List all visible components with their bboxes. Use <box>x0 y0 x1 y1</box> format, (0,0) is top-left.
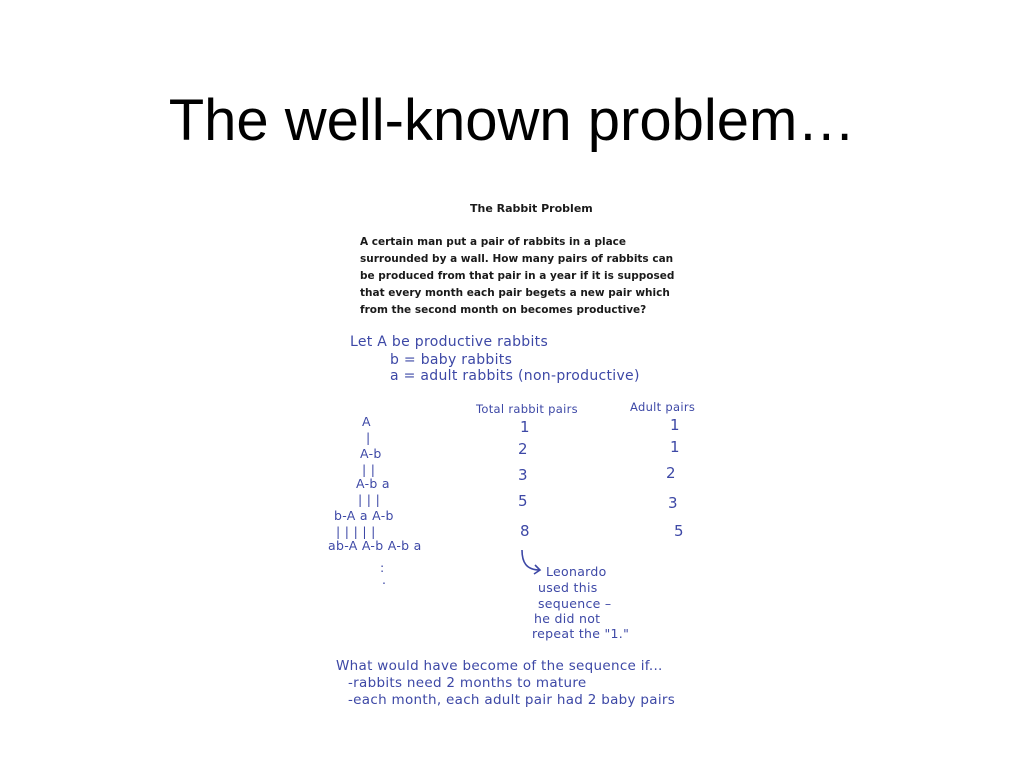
definition-line: Let A be productive rabbits <box>350 334 549 350</box>
note-line: sequence – <box>538 596 612 611</box>
total-pairs-value: 5 <box>518 492 528 510</box>
note-line: Leonardo <box>546 564 607 579</box>
problem-line: A certain man put a pair of rabbits in a place <box>360 236 627 248</box>
tree-row: ab-A A-b A-b a <box>328 538 422 553</box>
column-header-total-pairs: Total rabbit pairs <box>476 402 578 416</box>
adult-pairs-value: 2 <box>666 464 676 482</box>
adult-pairs-value: 1 <box>670 438 680 456</box>
tree-row: A-b <box>360 446 382 461</box>
adult-pairs-value: 5 <box>674 522 684 540</box>
handout-heading: The Rabbit Problem <box>470 202 593 215</box>
tree-row: A-b a <box>356 476 390 491</box>
tree-row: : <box>380 560 385 575</box>
note-line: used this <box>538 580 598 595</box>
question-line: -each month, each adult pair had 2 baby pairs <box>348 692 676 708</box>
problem-line: surrounded by a wall. How many pairs of rabbits can <box>360 253 674 265</box>
note-line: he did not <box>534 611 601 626</box>
problem-line: that every month each pair begets a new pair which <box>360 287 670 299</box>
tree-row: b-A a A-b <box>334 508 394 523</box>
question-line: What would have become of the sequence if... <box>336 658 663 674</box>
slide-title: The well-known problem… <box>168 88 856 153</box>
column-header-adult-pairs: Adult pairs <box>630 400 696 414</box>
tree-row: | | <box>362 462 376 477</box>
curved-arrow-icon <box>518 548 544 578</box>
adult-pairs-value: 3 <box>668 494 678 512</box>
total-pairs-value: 8 <box>520 522 530 540</box>
scanned-handout <box>322 192 782 708</box>
total-pairs-value: 1 <box>520 418 530 436</box>
tree-row: | | | <box>358 492 381 507</box>
total-pairs-value: 3 <box>518 466 528 484</box>
adult-pairs-value: 1 <box>670 416 680 434</box>
tree-row: | <box>366 430 371 445</box>
problem-line: from the second month on becomes productive? <box>360 304 647 316</box>
problem-line: be produced from that pair in a year if it is supposed <box>360 270 675 282</box>
tree-row: A <box>362 414 371 429</box>
note-line: repeat the "1." <box>532 626 630 641</box>
definition-line: b = baby rabbits <box>390 352 513 368</box>
tree-row: . <box>382 572 387 587</box>
tree-row: | | | | | <box>336 524 376 539</box>
total-pairs-value: 2 <box>518 440 528 458</box>
question-line: -rabbits need 2 months to mature <box>348 675 587 691</box>
definition-line: a = adult rabbits (non-productive) <box>390 368 640 384</box>
